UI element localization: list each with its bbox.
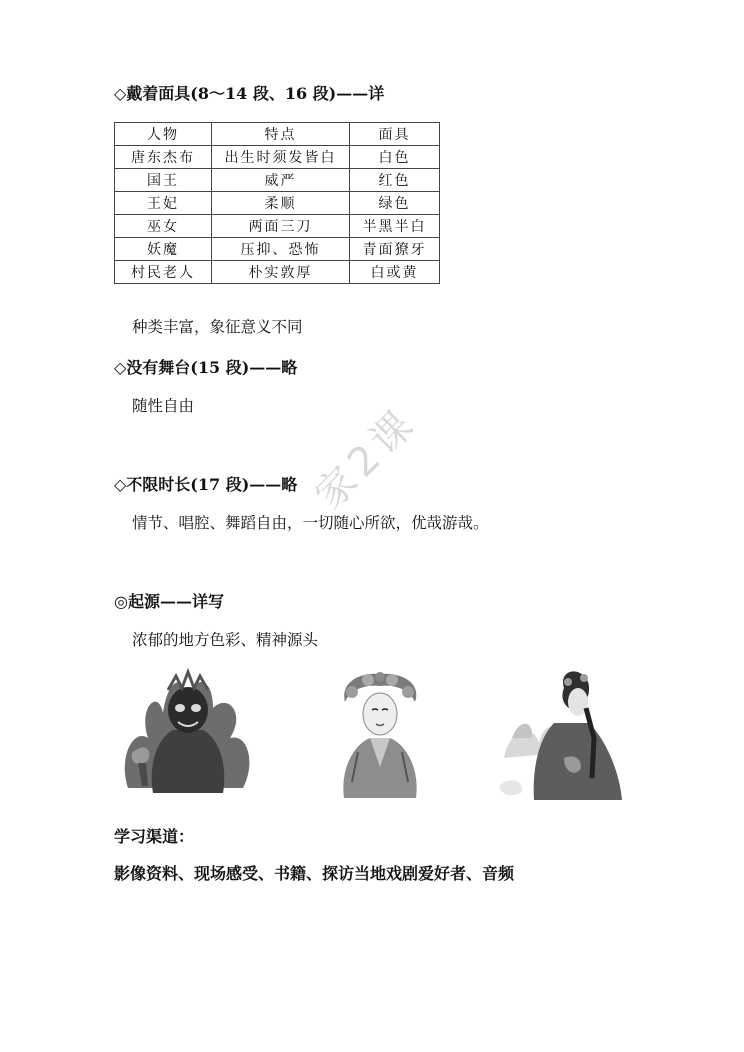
table-cell: 唐东杰布 <box>115 146 212 169</box>
table-header-cell: 人物 <box>115 123 212 146</box>
table-header-cell: 特点 <box>212 123 350 146</box>
table-row <box>115 192 440 215</box>
watermark: 家2课 <box>306 399 427 519</box>
table-cell: 巫女 <box>115 215 212 238</box>
table-cell: 半黑半白 <box>350 215 440 238</box>
mask-table <box>114 122 440 284</box>
table-cell: 王妃 <box>115 192 212 215</box>
table-row <box>115 146 440 169</box>
table-cell: 青面獠牙 <box>350 238 440 261</box>
time-text: 情节、唱腔、舞蹈自由，一切随心所欲，优哉游哉。 <box>132 514 489 532</box>
table-row <box>115 238 440 261</box>
learning-text: 影像资料、现场感受、书籍、探访当地戏剧爱好者、音频 <box>114 864 515 883</box>
table-cell: 妖魔 <box>115 238 212 261</box>
table-header-cell: 面具 <box>350 123 440 146</box>
table-cell: 绿色 <box>350 192 440 215</box>
section-heading-origin: ◎起源——详写 <box>114 592 224 611</box>
table-row <box>115 215 440 238</box>
table-cell: 威严 <box>212 169 350 192</box>
table-cell: 红色 <box>350 169 440 192</box>
section-heading-time: ◇不限时长(17 段)——略 <box>114 475 298 494</box>
table-cell: 两面三刀 <box>212 215 350 238</box>
table-row <box>115 261 440 284</box>
stage-text: 随性自由 <box>132 397 195 415</box>
table-cell: 白色 <box>350 146 440 169</box>
opera-queen-illustration <box>330 672 430 800</box>
opera-lady-with-lotus-illustration <box>494 668 624 802</box>
table-cell: 村民老人 <box>115 261 212 284</box>
learning-heading: 学习渠道： <box>114 827 195 846</box>
table-cell: 柔顺 <box>212 192 350 215</box>
section-heading-stage: ◇没有舞台(15 段)——略 <box>114 358 298 377</box>
mask-summary-text: 种类丰富，象征意义不同 <box>132 318 303 336</box>
table-header-row <box>115 123 440 146</box>
origin-text: 浓郁的地方色彩、精神源头 <box>132 631 319 649</box>
table-cell: 朴实敦厚 <box>212 261 350 284</box>
table-cell: 白或黄 <box>350 261 440 284</box>
table-cell: 出生时须发皆白 <box>212 146 350 169</box>
section-heading-masks: ◇戴着面具(8～14 段、16 段)——详 <box>114 84 385 103</box>
table-cell: 压抑、恐怖 <box>212 238 350 261</box>
table-row <box>115 169 440 192</box>
table-cell: 国王 <box>115 169 212 192</box>
demon-mask-figure-illustration <box>118 668 258 800</box>
